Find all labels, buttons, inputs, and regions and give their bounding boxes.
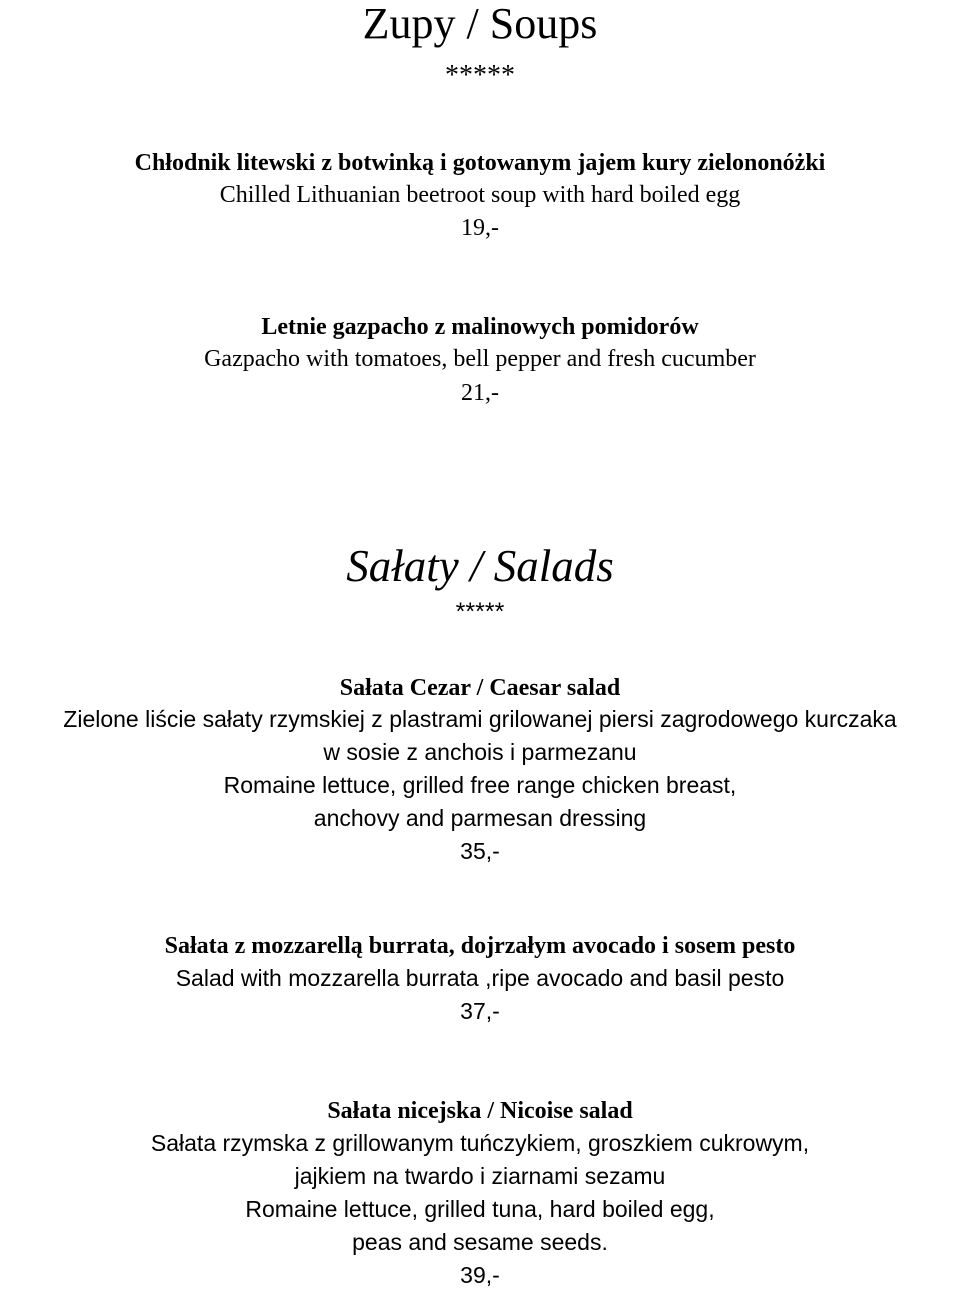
salads-divider-stars: ***** <box>455 598 505 626</box>
soup-1-price: 19,- <box>461 215 499 241</box>
salad-3-name: Sałata nicejska / Nicoise salad <box>327 1098 633 1124</box>
soup-1-description: Chilled Lithuanian beetroot soup with hard boiled egg <box>219 182 741 208</box>
salad-1-description-line: anchovy and parmesan dressing <box>313 805 647 831</box>
soups-section-title: Zupy / Soups <box>362 0 598 48</box>
soups-divider-stars: ***** <box>445 60 515 91</box>
salad-1-price: 35,- <box>460 838 500 864</box>
salad-3-description-line: jajkiem na twardo i ziarnami sezamu <box>294 1163 666 1189</box>
salad-1-description-line: Zielone liście sałaty rzymskiej z plastrami grilowanej piersi zagrodowego kurczaka <box>63 706 897 732</box>
salad-1-description-line: Romaine lettuce, grilled free range chicken breast, <box>223 772 737 798</box>
salad-2-price: 37,- <box>460 998 500 1024</box>
salad-1-description-line: w sosie z anchois i parmezanu <box>323 739 637 765</box>
salad-3-description-line: peas and sesame seeds. <box>352 1229 608 1255</box>
salads-section-title: Sałaty / Salads <box>346 541 614 591</box>
soup-1-name: Chłodnik litewski z botwinką i gotowanym jajem kury zielononóżki <box>134 150 826 176</box>
soup-2-name: Letnie gazpacho z malinowych pomidorów <box>261 314 699 340</box>
salad-2-description-line: Salad with mozzarella burrata ,ripe avocado and basil pesto <box>175 965 785 991</box>
soup-2-price: 21,- <box>461 380 499 406</box>
salad-3-description-line: Sałata rzymska z grillowanym tuńczykiem, groszkiem cukrowym, <box>150 1130 810 1156</box>
soup-2-description: Gazpacho with tomatoes, bell pepper and fresh cucumber <box>204 346 756 372</box>
salad-3-price: 39,- <box>460 1262 500 1288</box>
salad-3-description-line: Romaine lettuce, grilled tuna, hard boiled egg, <box>245 1196 715 1222</box>
salad-2-name: Sałata z mozzarellą burrata, dojrzałym avocado i sosem pesto <box>164 933 796 959</box>
salad-1-name: Sałata Cezar / Caesar salad <box>339 675 621 701</box>
